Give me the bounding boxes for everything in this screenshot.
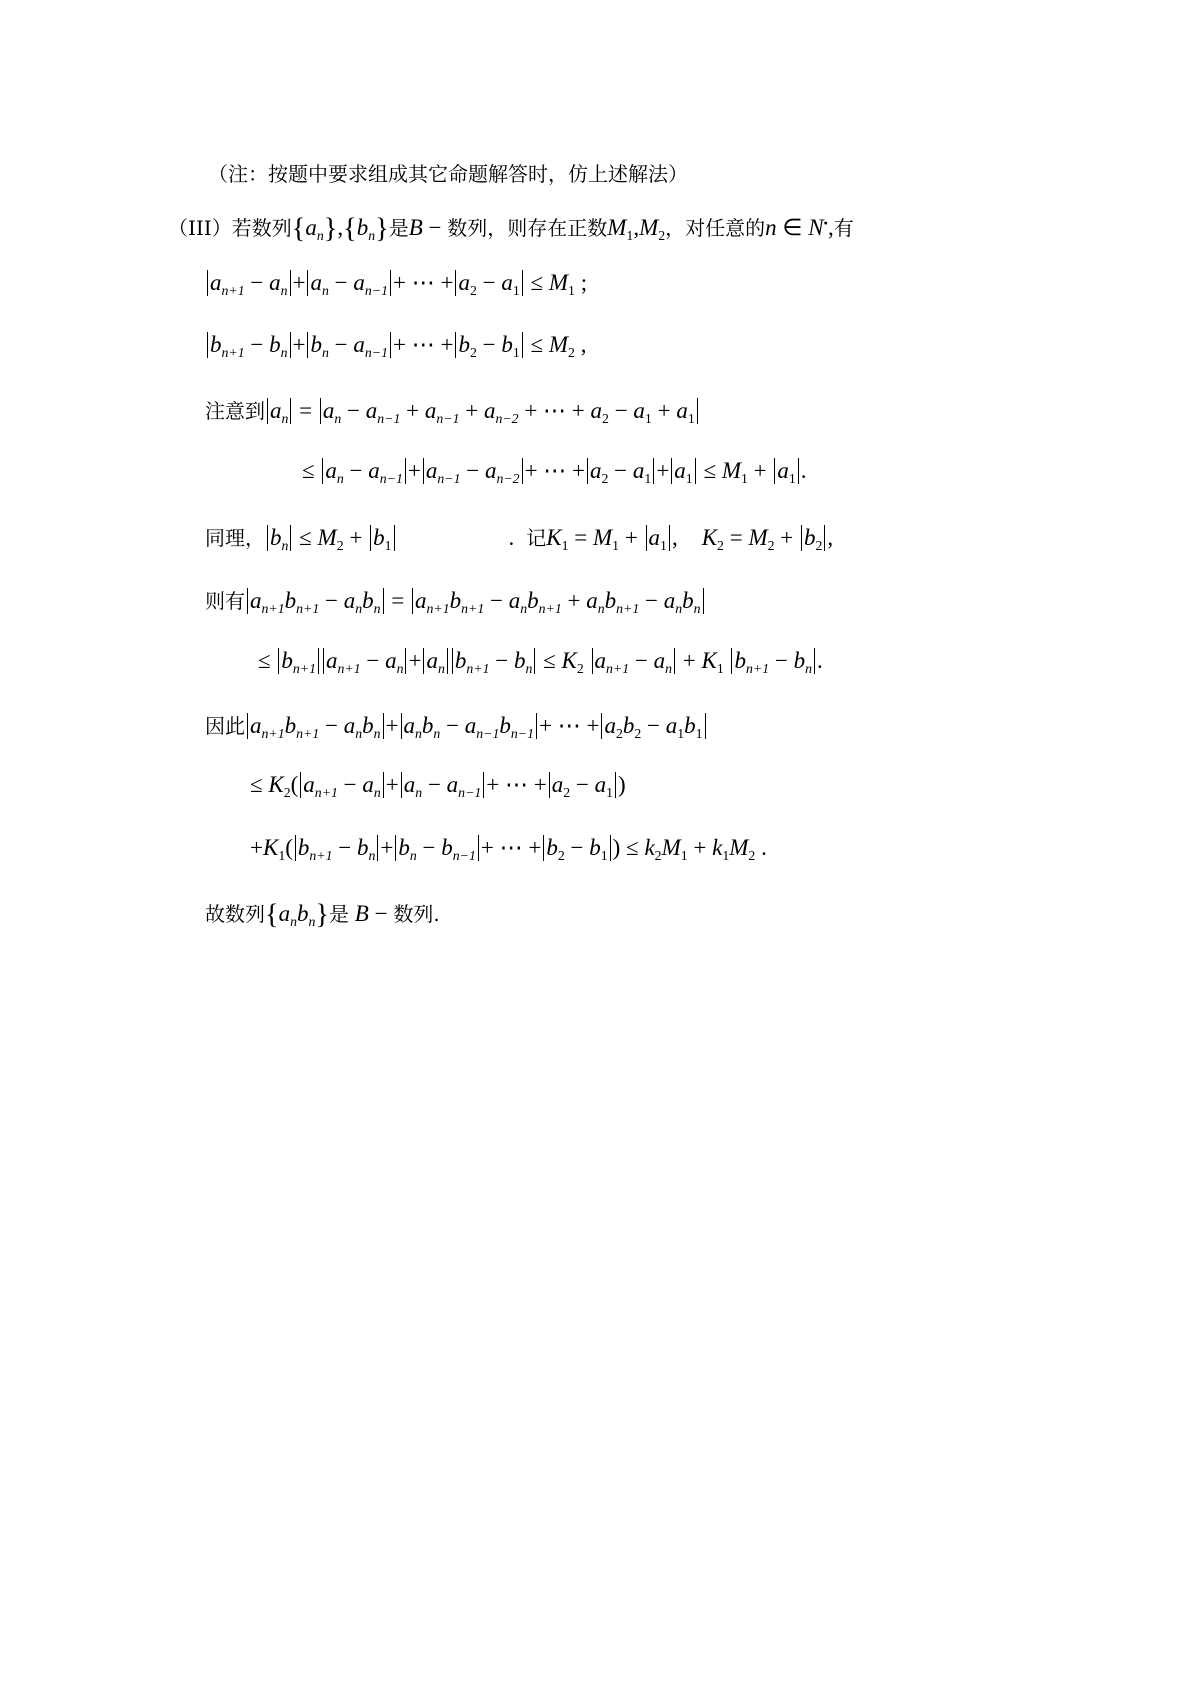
equation-notice-bound: ≤ $a_n - a_{n-1} + a_{n-1} - a_{n-2}$ + ⋯ + $a_2 - a_1 + a_1 \le M_1 + a_1$ . bbox=[302, 458, 807, 486]
notice-label: 注意到 bbox=[205, 399, 265, 423]
part3-is: 是 bbox=[388, 216, 409, 240]
similarly-label: 同理， bbox=[205, 526, 265, 550]
therefore-label: 因此 bbox=[205, 714, 245, 738]
then-label: 则有 bbox=[205, 589, 245, 613]
conclusion-is: 是 bbox=[329, 902, 350, 926]
part3-exist: 数列，则存在正数 bbox=[447, 216, 608, 240]
conclusion-label: 故数列 bbox=[205, 902, 265, 926]
equation-then-bound: ≤ $b_{n+1}$ $a_{n+1} - a_n + a_n$ $b_{n+1} - b_n \le K_2$ $a_{n+1} - a_n + K_1$ $b_{n+1} - b_n$ . bbox=[258, 648, 823, 676]
equation-similarly: 同理， $b_n \le M_2 + b_1$ . 记$K_1 = M_1 + a_1$ , $K_2 = M_2 + b_2$ , bbox=[205, 525, 834, 553]
equation-sum-b: $b_{n+1} - b_n + b_n - a_{n-1}$ + ⋯ + $b_2 - b_1 \le M_2$ , bbox=[205, 332, 586, 358]
denote-label: 记 bbox=[526, 526, 547, 550]
part3-label: （III）若数列 bbox=[168, 216, 292, 240]
equation-then: 则有 $a_{n+1}b_{n+1} - a_nb_n = a_{n+1}b_{n+1} - a_nb_{n+1} + a_nb_{n+1} - a_nb_n$ bbox=[205, 585, 706, 614]
conclusion-end: 数列. bbox=[393, 902, 440, 926]
part3-any: ，对任意的 bbox=[665, 216, 766, 240]
part3-you: 有 bbox=[833, 216, 854, 240]
equation-therefore-bound-2: $+K_1$( $b_{n+1} - b_n + b_n - b_{n-1}$ + ⋯ + $b_2 - b_1$ ) ≤ $k_2M_1 + k_1M_2$ . bbox=[250, 835, 767, 863]
conclusion-line: 故数列$\{a_nb_n\}$是 B − 数列. bbox=[205, 899, 440, 931]
equation-therefore-bound-1: ≤ $K_2$( $a_{n+1} - a_n + a_n - a_{n-1}$ + ⋯ + $a_2 - a_1$ ) bbox=[250, 772, 626, 800]
part3-line: （III）若数列$\{a_n\},\{b_n\}$是B − 数列，则存在正数$M_1,M_2$，对任意的n ∈ N•,有 bbox=[168, 213, 854, 245]
equation-sum-a: $a_{n+1} - a_n + a_n - a_{n-1}$ + ⋯ + $a_2 - a_1 \le M_1$ ; bbox=[205, 270, 587, 296]
equation-therefore: 因此 $a_{n+1}b_{n+1} - a_nb_n + a_nb_n - a_{n-1}b_{n-1}$ + ⋯ + $a_2b_2 - a_1b_1$ bbox=[205, 710, 708, 739]
note-line: （注：按题中要求组成其它命题解答时，仿上述解法） bbox=[208, 162, 688, 186]
equation-notice: 注意到 $a_n = a_n - a_{n-1} + a_{n-1} + a_{n-2}$ + ⋯ + $a_2 - a_1 + a_1$ bbox=[205, 395, 700, 424]
